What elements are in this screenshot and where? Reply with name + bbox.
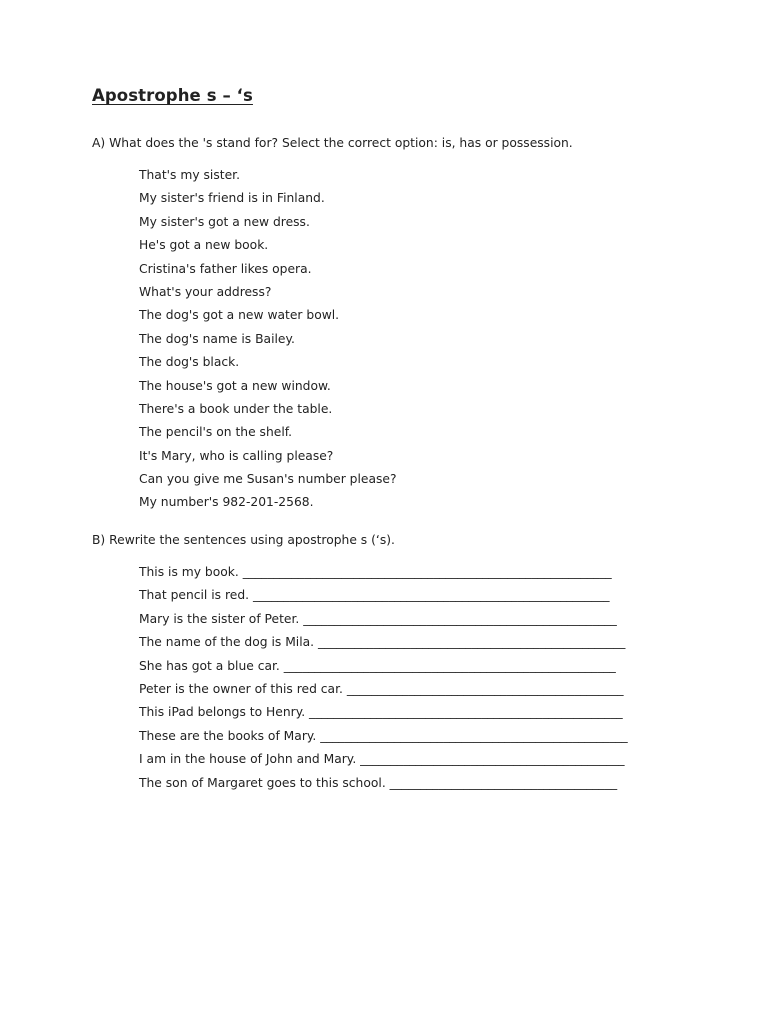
item-text: The dog's name is Bailey. [139,331,295,346]
item-text: That's my sister. [139,168,240,182]
item-text: My number's 982-201-2568. [139,495,314,510]
item-text: He's got a new book. [139,238,269,253]
item-text: That pencil is red. __________________________________________________________ [139,588,610,603]
item-text: The son of Margaret goes to this school. _____________________________________ [139,775,618,790]
item-text: What's your address? [139,284,272,299]
item-text: This is my book. ____________________________________________________________ [139,565,612,579]
item-text: These are the books of Mary. __________________________________________________ [139,728,628,743]
item-text: My sister's friend is in Finland. [139,191,325,206]
item-text: The house's got a new window. [139,378,331,393]
item-text: Can you give me Susan's number please? [139,472,397,487]
item-text: The pencil's on the shelf. [139,425,293,440]
item-text: Mary is the sister of Peter. ___________________________________________________ [139,611,617,626]
item-text: The name of the dog is Mila. __________________________________________________ [139,635,626,650]
worksheet-title: Apostrophe s – ‘s [92,86,253,105]
item-text: Peter is the owner of this red car. _____________________________________________ [139,681,624,696]
item-text: She has got a blue car. ______________________________________________________ [139,658,616,673]
item-text: Cristina's father likes opera. [139,261,312,276]
item-text: I am in the house of John and Mary. ___________________________________________ [139,752,625,767]
item-text: My sister's got a new dress. [139,214,310,229]
item-text: It's Mary, who is calling please? [139,448,334,463]
item-text: The dog's got a new water bowl. [139,308,340,323]
section-a-instruction: A) What does the 's stand for? Select the correct option: is, has or possession. [92,136,573,150]
item-text: There's a book under the table. [139,401,333,416]
item-text: The dog's black. [139,355,240,370]
item-text: This iPad belongs to Henry. ___________________________________________________ [139,705,623,720]
section-b-instruction: B) Rewrite the sentences using apostrophe s (‘s). [92,533,395,547]
